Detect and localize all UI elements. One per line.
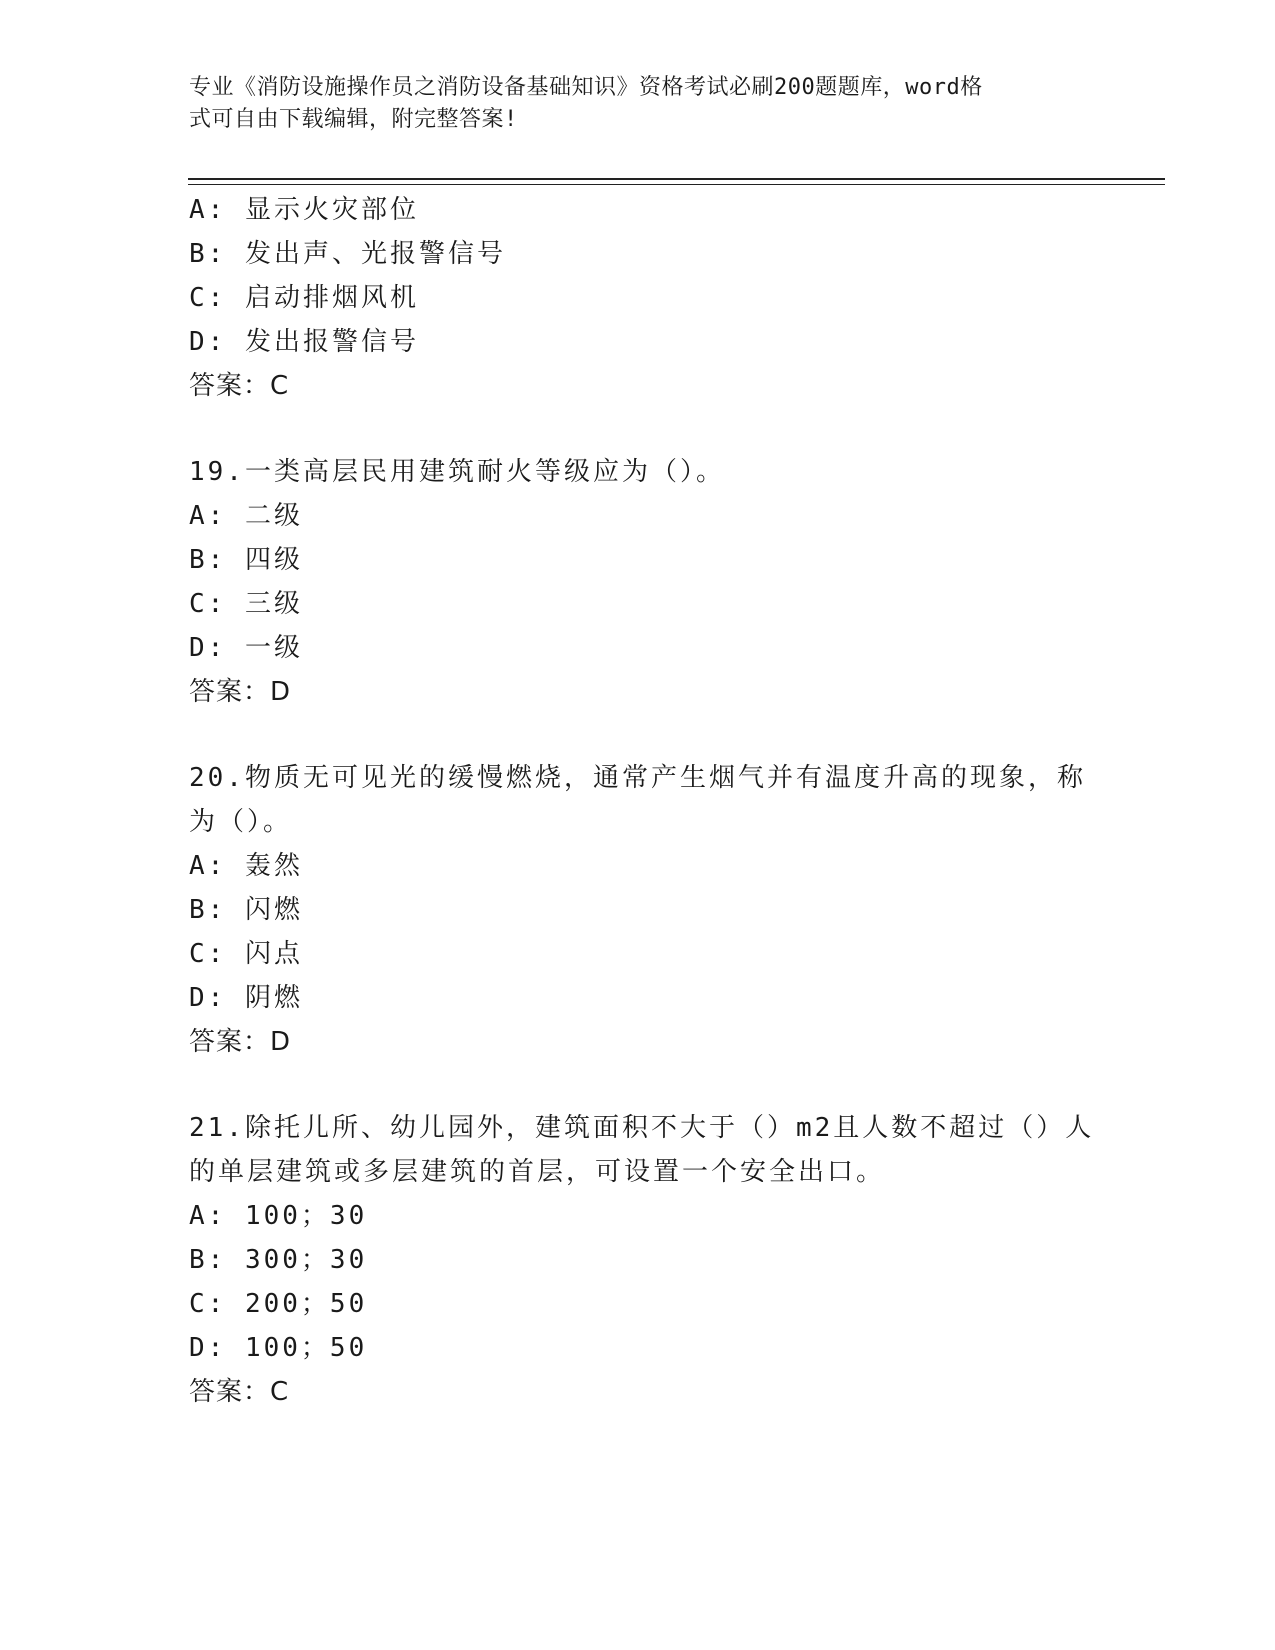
q20-option-d: D: 阴燃 (189, 983, 303, 1013)
header-line-1: 专业《消防设施操作员之消防设备基础知识》资格考试必刷200题题库，word格 (189, 75, 983, 100)
q21-option-b: B: 300；30 (189, 1245, 368, 1275)
q19-stem: 19.一类高层民用建筑耐火等级应为（）。 (189, 457, 725, 487)
q19-option-b: B: 四级 (189, 545, 303, 575)
document-header (189, 72, 1089, 136)
q20-option-a: A: 轰然 (189, 851, 303, 881)
q21-stem-line-2: 的单层建筑或多层建筑的首层，可设置一个安全出口。 (189, 1157, 886, 1187)
q21-option-d: D: 100；50 (189, 1333, 368, 1363)
header-divider-thick (188, 178, 1165, 180)
q19-option-c: C: 三级 (189, 589, 303, 619)
q21-option-a: A: 100；30 (189, 1201, 368, 1231)
q18-option-b: B: 发出声、光报警信号 (189, 239, 506, 269)
q20-option-c: C: 闪点 (189, 939, 303, 969)
q19-option-a: A: 二级 (189, 501, 303, 531)
q19-answer: 答案：D (189, 677, 292, 707)
header-divider-thin (188, 184, 1165, 185)
q20-option-b: B: 闪燃 (189, 895, 303, 925)
q18-option-c: C: 启动排烟风机 (189, 283, 419, 313)
q18-answer: 答案：C (189, 371, 290, 401)
q18-option-d: D: 发出报警信号 (189, 327, 419, 357)
q21-stem-line-1: 21.除托儿所、幼儿园外，建筑面积不大于（）m2且人数不超过（）人 (189, 1113, 1095, 1143)
q21-answer: 答案：C (189, 1377, 290, 1407)
q20-stem-line-2: 为（）。 (189, 807, 293, 837)
q18-option-a: A: 显示火灾部位 (189, 195, 419, 225)
q20-stem-line-1: 20.物质无可见光的缓慢燃烧，通常产生烟气并有温度升高的现象，称 (189, 763, 1086, 793)
q19-option-d: D: 一级 (189, 633, 303, 663)
header-line-2: 式可自由下载编辑，附完整答案! (189, 107, 518, 132)
q21-option-c: C: 200；50 (189, 1289, 368, 1319)
q20-answer: 答案：D (189, 1027, 292, 1057)
